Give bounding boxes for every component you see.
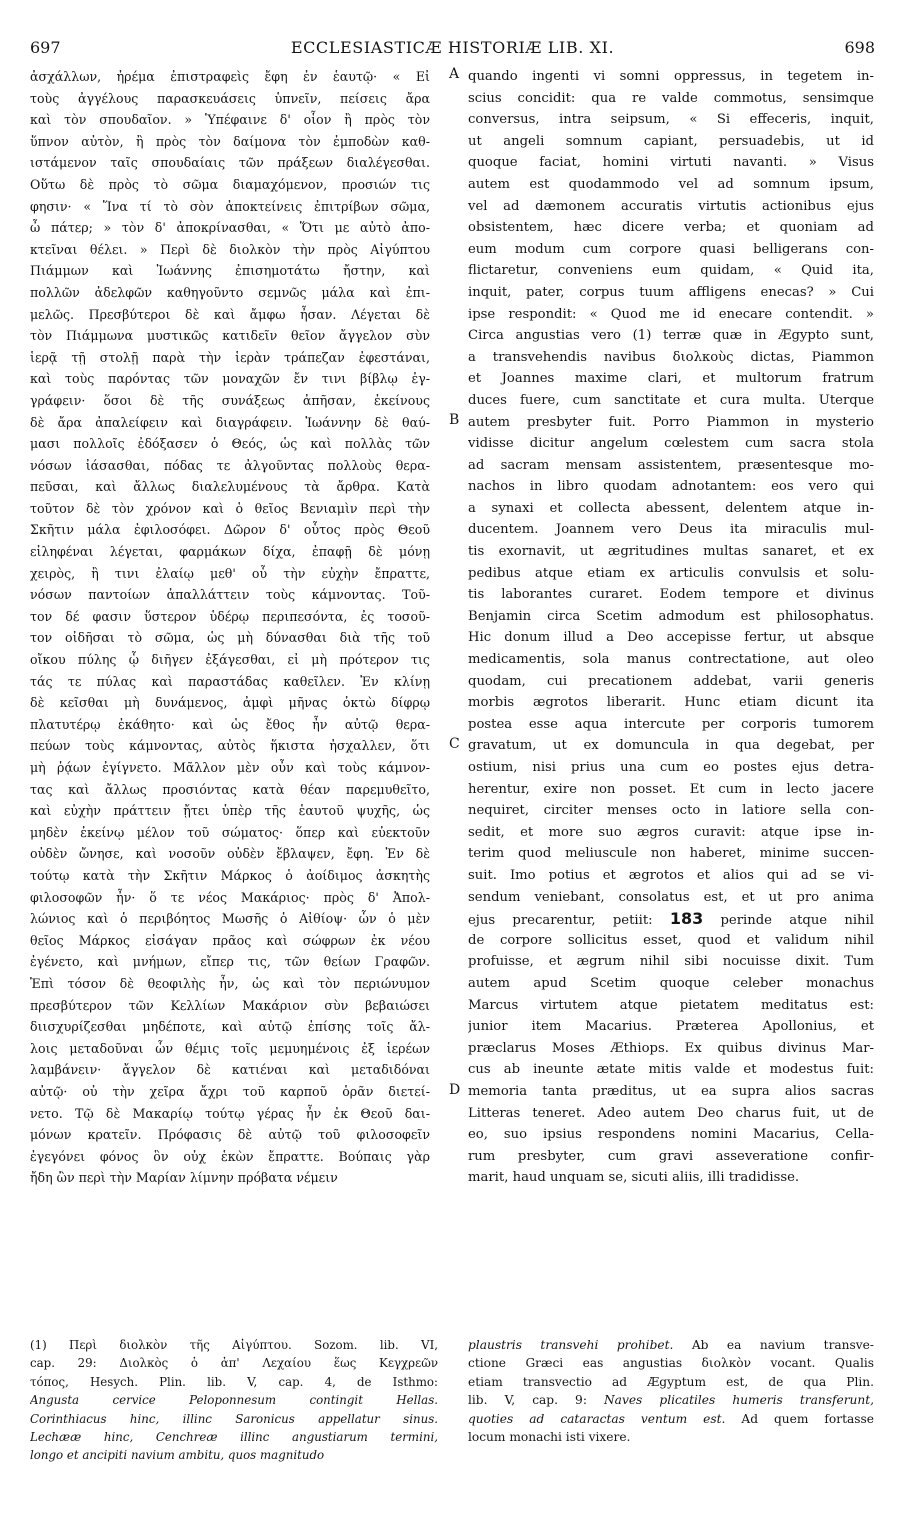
latin-text-line: medicamentis, sola manus contrectatione, aut oleo [468,652,874,668]
latin-text-line: marit, haud unquam se, sicuti aliis, illi tradidisse. [468,1170,800,1186]
greek-text-line: ὕπνον αὐτὸν, ἢ πρὸς τὸν δαίμονα τὸν ἐμποδὼν καθ- [30,133,430,149]
latin-text-line: quoque faciat, homini virtuti navanti. » Visus [468,155,874,171]
greek-text-line: καὶ εὐχὴν πράττειν ᾔτει ὑπὲρ τῆς ἑαυτοῦ ψυχῆς, ὡς [30,803,430,819]
latin-text-line: gravatum, ut ex domuncula in qua degebat, per [468,738,874,754]
greek-text-line: τάς τε πύλας καὶ παραστάδας καθεῖλεν. Ἐν κλίνῃ [30,673,430,689]
footnote-line: Angusta cervice Peloponnesum contingit Hellas. [30,1393,438,1408]
greek-text-line: ἀσχάλλων, ἠρέμα ἐπιστραφεὶς ἔφη ἐν ἑαυτῷ· « Εἰ [30,69,430,84]
latin-text-line: Benjamin circa Scetim admodum est philosophatus. [468,608,874,624]
latin-text-line: obsistentem, hæc dicere verba; et quoniam ad [468,220,874,236]
footnote-line: longo et ancipiti navium ambitu, quos magnitudo [30,1448,325,1463]
footnote-right [468,1336,874,1446]
greek-text-line: πεύων τοὺς κάμνοντας, αὐτὸς ἥκιστα ἠσχαλλεν, ὅτι [30,738,430,754]
latin-text-line: cus ab ineunte ætate mitis valde et modestus fuit: [468,1062,874,1078]
greek-text-line: ἱερᾷ τῇ στολῇ παρὰ τὴν ἱερὰν τράπεζαν ἐφεστάναι, [30,349,430,365]
greek-text-line: νόσων παντοίων ἀπαλλάττειν τοὺς κάμνοντας. Τοῦ- [30,587,430,603]
latin-text-line: terim quod meliuscule non haberet, minime succen- [468,846,874,862]
footnote-line: etiam transvectio ad Ægyptum est, de qua Plin. [468,1374,874,1389]
footnote-line: τόπος, Hesych. Plin. lib. V, cap. 4, de Isthmo: [30,1374,438,1389]
greek-text-line: μηδὲν ἐκείνῳ μέλον τοῦ σώματος· ὅπερ καὶ εὐεκτοῦν [30,824,430,840]
latin-text-line: Circa angustias vero (1) terræ quæ in Ægypto sunt, [468,328,874,344]
greek-text-line: λώνιος καὶ ὁ περιβόητος Μωσῆς ὁ Αἰθίοψ· ὧν ὁ μὲν [30,911,430,927]
latin-text-line: ostium, nisi prius una cum eo postes ejus detra- [468,760,874,775]
greek-text-line: φησιν· « Ἵνα τί τὸ σὸν ἀποκτείνεις ἐπιτρίβων σῶμα, [30,198,430,214]
latin-text-line: nachos in libro quodam adnotantem: eos vero qui [468,479,874,495]
greek-text-line: τὸν Πιάμμωνα μυστικῶς κατιδεῖν θεῖον ἄγγελον σὺν [30,328,430,344]
greek-text-line: δὲ ἄρα ἀπαλείφειν καὶ διαγράφειν. Ἰωάννην δὲ θαύ- [30,414,430,430]
greek-text-line: μὴ ῥᾴων ἐγίγνετο. Μᾶλλον μὲν οὖν καὶ τοὺς κάμνον- [30,760,430,775]
greek-text-line: Ἐπὶ τόσον δὲ θεοφιλὴς ἦν, ὡς καὶ τὸν περιώνυμον [30,975,430,991]
latin-text-line: herentur, exire non posset. Et cum in lecto jacere [468,781,874,797]
greek-text-line: χειρὸς, ἢ τινι ἐλαίῳ μεθ' οὗ τὴν εὐχὴν ἔπραττε, [30,565,430,581]
greek-text-line: δὲ κεῖσθαι μὴ δυνάμενος, ἀμφὶ μῆνας ὀκτὼ δίφρῳ [30,695,430,711]
latin-text-line: Hic donum illud a Deo accepisse fertur, ut absque [468,630,874,646]
margin-letter-a: A [449,66,460,82]
margin-letter-b: B [449,412,460,428]
greek-text-line: καὶ τὸν σπουδαῖον. » Ὑπέφαινε δ' οἷον ἢ πρὸς τὸν [30,112,430,128]
latin-text-line: suit. Imo potius et ægrotos et alios qui ad se vi- [468,867,874,883]
latin-text-line: ad sacram mensam assistentem, præsentesque mo- [468,457,874,473]
greek-text-line: Πιάμμων καὶ Ἰωάννης ἐπισημοτάτω ἤστην, καὶ [30,263,430,279]
latin-text-line: inquit, pater, corpus tuum affligens enecas? » Cui [468,284,874,300]
greek-text-line: τοὺς ἀγγέλους παρασκευάσεις ὑπνεῖν, πείσεις ἄρα [30,90,430,106]
greek-text-line: νετο. Τῷ δὲ Μακαρίῳ τούτῳ γέρας ἦν ἐκ Θεοῦ δαι- [30,1105,430,1121]
greek-text-line: τον οἰδῆσαι τὸ σῶμα, ὡς μὴ δύνασθαι διὰ τῆς τοῦ [30,630,430,646]
latin-text-line: Marcus virtutem atque pietatem meditatus est: [468,997,874,1013]
greek-text-line: εἰληφέναι λέγεται, φαρμάκων δίχα, ἐπαφῇ δὲ μόνῃ [30,544,430,560]
greek-text-line: Οὕτω δὲ πρὸς τὸ σῶμα διαμαχόμενον, προσιών τις [30,176,430,192]
latin-text-line: de corpore sollicitus esset, quod et validum nihil [468,932,874,948]
greek-text-line: τοῦτον δὲ τὸν χρόνον καὶ ὁ θεῖος Βενιαμὶν περὶ τὴν [30,500,430,516]
footnote-line: lib. V, cap. 9: Naves plicatiles humeris transferunt, [468,1393,874,1408]
greek-text-line: πρεσβύτερον τῶν Κελλίων Μακάριον σὺν βεβαιώσει [30,997,430,1013]
greek-text-line: ἤδη ὢν περὶ τὴν Μαρίαν λίμνην πρόβατα νέμειν [30,1170,338,1186]
latin-text-line: postea esse aqua intercute per corporis tumorem [468,716,874,732]
latin-text-line: nequiret, circiter menses octo in latiore sella con- [468,803,874,819]
greek-text-line: ἐγεγόνει φόνος ὃν οὐχ ἑκὼν ἔπραττε. Βούπαις γὰρ [30,1148,430,1164]
greek-text-line: τον δέ φασιν ὕστερον ὑδέρῳ περιπεσόντα, ἐς τοσοῦ- [30,608,430,624]
latin-text-line: præclarus Moses Æthiops. Ex quibus divinus Mar- [468,1040,874,1056]
latin-text-line: ejus precarentur, petiit: 183 perinde atque nihil [468,909,874,929]
footnote-line: Corinthiacus hinc, illinc Saronicus appellatur sinus. [30,1411,438,1426]
latin-text-line: a transvehendis navibus διολκοὺς dictas, Piammon [468,349,874,365]
latin-text-line: morbis ægrotos liberarit. Hunc etiam dicunt ita [468,695,874,711]
greek-text-line: οὐδὲν ὤνησε, καὶ νοσοῦν οὐδὲν ἔβλαψεν, ἔφη. Ἐν δὲ [30,846,430,862]
greek-text-line: πολλῶν ἀδελφῶν καθηγοῦντο σεμνῶς μάλα καὶ ἐπι- [30,284,430,300]
latin-text-line: pedibus atque etiam ex articulis convulsis et solu- [468,565,874,581]
footnote-line: (1) Περὶ διολκὸν τῆς Αἰγύπτου. Sozom. lib. VI, [30,1338,438,1352]
latin-text-line: autem presbyter fuit. Porro Piammon in mysterio [468,414,874,430]
greek-text-line: αὐτῷ· οὐ τὴν χεῖρα ἄχρι τοῦ καρποῦ ὁρᾶν διετεί- [30,1083,430,1099]
latin-text-line: autem est quodammodo vel ad somnum ipsum, [468,176,874,192]
footnote-left [30,1336,438,1465]
latin-text-line: sendum veniebant, consolatus est, et ut pro anima [468,889,874,905]
running-title: ECCLESIASTICÆ HISTORIÆ LIB. XI. [290,38,615,57]
greek-text-line: νόσων ἰάσασθαι, πόδας τε ἀλγοῦντας πολλοὺς θερα- [30,457,430,473]
greek-text-line: οἴκου πύλης ᾧ διῆγεν ἐξάγεσθαι, εἰ μὴ πρότερον τις [30,652,430,668]
latin-text-column [468,66,874,1189]
margin-letter-c: C [449,736,460,752]
latin-text-line: ut angeli somnum capiant, persuadebis, ut id [468,133,874,149]
latin-text-line: rum presbyter, cum gravi asseveratione confir- [468,1148,874,1164]
greek-text-line: μασι πολλοῖς ἐδόξασεν ὁ Θεός, ὡς καὶ πολλὰς τῶν [30,436,430,452]
greek-text-line: πλατυτέρῳ ἐκάθητο· καὶ ὡς ἔθος ἦν αὐτῷ θερα- [30,716,430,732]
greek-text-line: φιλοσοφῶν ἦν· ὅ τε νέος Μακάριος· πρὸς δ' Ἀπολ- [30,889,430,905]
footnote-line: cap. 29: Διολκὸς ὁ ἀπ' Λεχαίου ἕως Κεγχρεῶν [30,1356,438,1371]
greek-text-column [30,66,430,1189]
latin-text-line: vidisse dicitur angelum cœlestem cum sacra stola [468,436,874,452]
greek-text-line: μελῶς. Πρεσβύτεροι δὲ καὶ ἄμφω ἦσαν. Λέγεται δὲ [30,306,430,322]
greek-text-line: διισχυρίζεσθαι μηδέποτε, καὶ αὐτῷ ἐπίσης τοῖς ἄλ- [30,1019,430,1035]
latin-text-line: profuisse, et ægrum nihil sibi nocuisse dixit. Tum [468,954,874,970]
footnote-line: ctione Græci eas angustias διολκὸν vocant. Qualis [468,1356,874,1371]
greek-text-line: καὶ τοὺς παρόντας τῶν μοναχῶν ἔν τινι βίβλῳ ἐγ- [30,371,430,387]
latin-text-line: eo, suo ipsius respondens nomini Macarius, Cella- [468,1127,874,1143]
greek-text-line: λοις μεταδοῦναι ὧν θέμις τοῖς μεμυημένοις ἐξ ἱερέων [30,1040,430,1056]
latin-text-line: flictaretur, conveniens eum quidam, « Quid ita, [468,263,874,279]
greek-text-line: ὦ πάτερ; » τὸν δ' ἀποκρίνασθαι, « Ὅτι με αὐτὸ ἀπο- [30,220,430,236]
latin-text-line: junior item Macarius. Præterea Apollonius, et [468,1019,874,1035]
latin-text-line: vel ad dæmonem accuratis virtutis actionibus ejus [468,198,874,214]
greek-text-line: κτεῖναι θέλει. » Περὶ δὲ διολκὸν τὴν πρὸς Αἰγύπτου [30,241,430,257]
greek-text-line: ἐγένετο, καὶ μνήμων, εἴπερ τις, τῶν θείων Γραφῶν. [30,954,430,970]
latin-text-line: conversus, intra seipsum, « Si effeceris, inquit, [468,112,874,128]
footnote-line: locum monachi isti vixere. [468,1429,631,1444]
greek-text-line: γράφειν· ὅσοι δὲ τῆς συνάξεως ἀπῆσαν, ἐκείνους [30,392,430,408]
greek-text-line: τας καὶ ἄλλως προσιόντας κατὰ θέαν παρεμυθεῖτο, [30,781,430,797]
latin-text-line: a synaxi et collecta abessent, delentem atque in- [468,500,874,516]
latin-text-line: eum modum cum corpore quasi belligerans con- [468,241,874,257]
footnote-line: Lechææ hinc, Cenchreæ illinc angustiarum termini, [30,1429,438,1444]
latin-text-line: duces fuere, cum sanctitate et cura multa. Uterque [468,392,874,408]
latin-text-line: memoria tanta præditus, ut ea supra alios sacras [468,1083,874,1099]
greek-text-line: πεῦσαι, καὶ ἄλλως διαλελυμένους τὰ ἄρθρα. Κατὰ [30,479,430,495]
footnote-line: plaustris transvehi prohibet. Ab ea navium transve- [468,1338,874,1352]
latin-text-line: autem apud Scetim quoque celeber monachus [468,975,874,991]
latin-text-line: tis laborantes curaret. Eodem tempore et divinus [468,587,874,603]
latin-text-line: tis exornavit, ut ægritudines multas sanaret, et ex [468,544,874,560]
page-number-left: 697 [30,38,61,57]
latin-text-line: Litteras teneret. Adeo autem Deo charus fuit, ut de [468,1105,874,1121]
margin-letter-d: D [449,1082,461,1098]
page-number-right: 698 [844,38,875,57]
latin-text-line: quando ingenti vi somni oppressus, in tegetem in- [468,69,874,84]
latin-text-line: quodam, cui precationem addebat, varii generis [468,673,874,689]
greek-text-line: Σκῆτιν μάλα ἐφιλοσόφει. Δῶρον δ' οὗτος πρὸς Θεοῦ [30,522,430,538]
greek-text-line: τούτῳ κατὰ τὴν Σκῆτιν Μάρκος ὁ ἀοίδιμος ἀσκητὴς [30,867,430,883]
latin-text-line: ducentem. Joannem vero Deus ita miraculis mul- [468,522,874,538]
running-header [30,38,875,62]
greek-text-line: μόνων κρατεῖν. Πρόφασις δὲ αὐτῷ τοῦ φιλοσοφεῖν [30,1127,430,1143]
greek-text-line: θεῖος Μάρκος εἰσάγαν πρᾶος καὶ σώφρων ἐκ νέου [30,932,430,948]
latin-text-line: scius concidit: qua re valde commotus, sensimque [468,90,874,106]
footnote-line: quoties ad cataractas ventum est. Ad quem fortasse [468,1411,874,1426]
latin-text-line: et Joannes maxime clari, et multorum fratrum [468,371,874,387]
greek-text-line: ιστάμενον ταῖς σπουδαίαις τῶν πράξεων διαλέγεσθαι. [30,155,430,171]
latin-text-line: sedit, et more suo ægros curavit: atque ipse in- [468,824,874,840]
greek-text-line: λαμβάνειν· ἄγγελον δὲ κατιέναι καὶ μεταδιδόναι [30,1062,430,1078]
latin-text-line: ipse respondit: « Quod me id enecare contendit. » [468,306,874,322]
